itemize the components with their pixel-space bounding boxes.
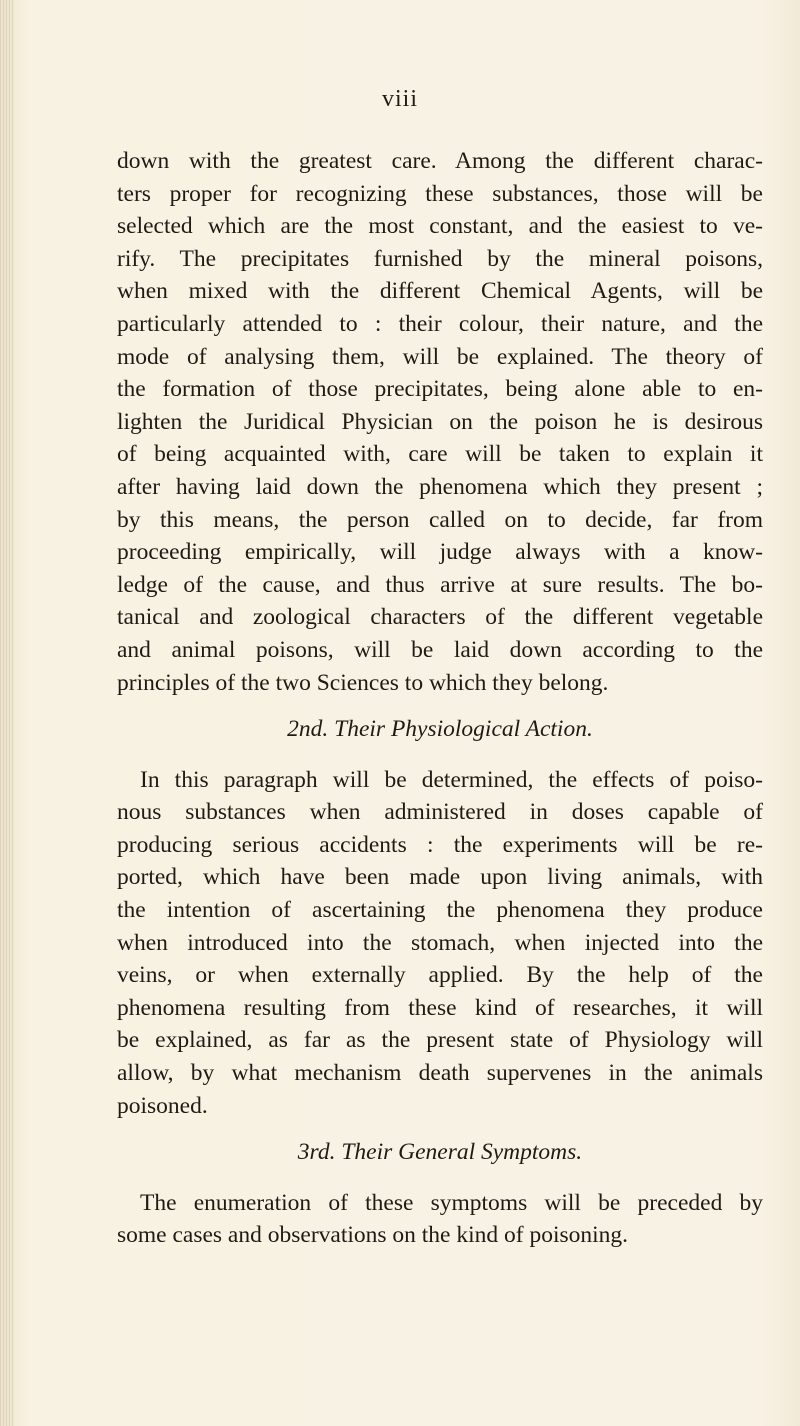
text-line: be explained, as far as the present state of Physiology will <box>117 1027 763 1054</box>
text-line: down with the greatest care. Among the different charac- <box>117 148 763 174</box>
text-line: the intention of ascertaining the phenomena they produce <box>117 897 763 924</box>
text-line: proceeding empirically, will judge always with a know- <box>117 539 763 566</box>
text-line: rify. The precipitates furnished by the mineral poisons, <box>117 245 763 272</box>
text-line: principles of the two Sciences to which they belong. <box>117 669 609 696</box>
text-line: after having laid down the phenomena which they present ; <box>117 473 763 500</box>
text-line: The enumeration of these symptoms will be preceded by <box>140 1189 763 1216</box>
text-line: particularly attended to : their colour, their nature, and the <box>117 310 763 337</box>
text-line: In this paragraph will be determined, the effects of poiso- <box>140 766 763 793</box>
section-heading-2: 2nd. Their Physiological Action. <box>287 716 593 743</box>
text-line: some cases and observations on the kind of poisoning. <box>117 1222 629 1249</box>
text-line: phenomena resulting from these kind of researches, it will <box>117 994 763 1021</box>
text-line: lighten the Juridical Physician on the poison he is desirous <box>117 408 763 435</box>
text-line: when mixed with the different Chemical Agents, will be <box>117 278 763 305</box>
text-line: poisoned. <box>117 1092 208 1119</box>
text-line: mode of analysing them, will be explained. The theory of <box>117 343 763 370</box>
text-line: by this means, the person called on to decide, far from <box>117 506 763 533</box>
paragraph-3 <box>117 1187 763 1252</box>
text-line: ledge of the cause, and thus arrive at sure results. The bo- <box>117 571 763 598</box>
text-line: when introduced into the stomach, when injected into the <box>117 929 763 956</box>
text-line: tanical and zoological characters of the different vegetable <box>117 604 763 631</box>
paragraph-1 <box>117 145 763 699</box>
text-line: nous substances when administered in doses capable of <box>117 799 763 826</box>
text-line: selected which are the most constant, and the easiest to ve- <box>117 213 763 240</box>
paragraph-2 <box>117 764 763 1123</box>
text-line: and animal poisons, will be laid down according to the <box>117 636 763 663</box>
text-line: of being acquainted with, care will be taken to explain it <box>117 441 763 468</box>
text-line: veins, or when externally applied. By the help of the <box>117 962 763 989</box>
text-line: ters proper for recognizing these substances, those will be <box>117 180 763 207</box>
page-edge <box>0 0 14 1426</box>
text-line: producing serious accidents : the experiments will be re- <box>117 831 763 858</box>
text-line: allow, by what mechanism death supervenes in the animals <box>117 1060 763 1087</box>
section-heading-3: 3rd. Their General Symptoms. <box>297 1139 583 1166</box>
page-number: viii <box>381 86 418 112</box>
body-text <box>117 145 763 1252</box>
text-line: ported, which have been made upon living animals, with <box>117 864 763 891</box>
text-line: the formation of those precipitates, being alone able to en- <box>117 376 763 403</box>
